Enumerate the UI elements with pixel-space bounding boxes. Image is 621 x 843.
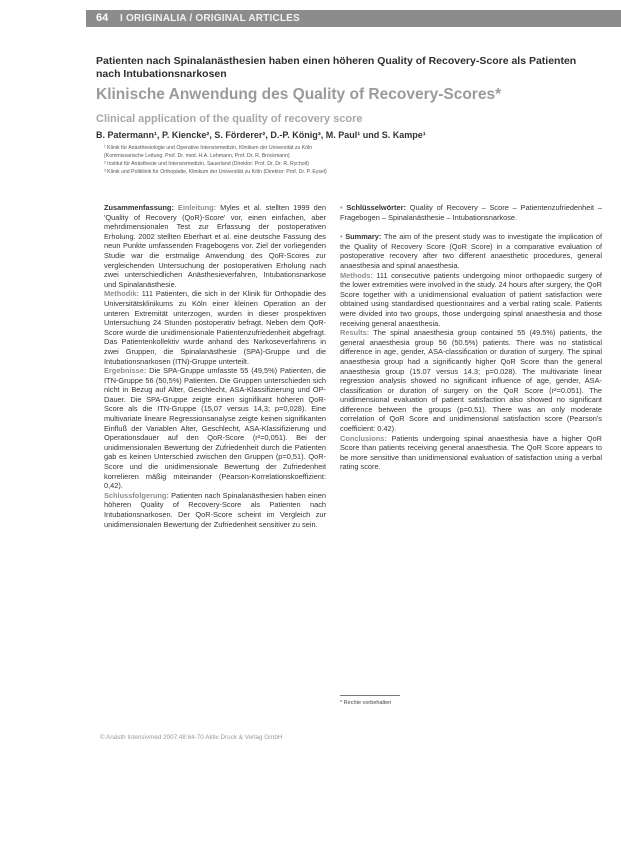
zusammenfassung-label: Zusammenfassung:	[104, 203, 174, 212]
schlussfolgerung-text: Patienten nach Spinalanästhesien haben einen höheren Quality of Recovery-Score als Patienten nach Intubationsnarkosen. Der QoR-Score scheint im Vergleich zur unidimensionalen Bewertung der Zufriedenheit sensitiver zu sein.	[104, 490, 326, 529]
methods-label: Methods:	[340, 270, 373, 280]
footnote: * Rechte vorbehalten	[340, 700, 392, 706]
page-footer: © Anästh Intensivmed 2007;48:64-70 Aktiv Druck & Verlag GmbH	[100, 734, 283, 741]
einleitung-paragraph	[104, 203, 326, 289]
german-abstract-column	[104, 203, 326, 529]
bullet-icon: •	[340, 232, 343, 242]
section-header-bar	[86, 10, 621, 27]
einleitung-text: Myles et al. stellten 1999 den 'Quality of Recovery (QoR)-Score' vor, einen einfachen, aber mehrdimensionalen Test zur Erfassung der postoperativen Erholung. 2002 stellten Eberhart et al. eine deutsche Fassung des neun Punkte umfassenden Fragebogens vor. Ziel der vorliegenden Studie war die erstmalige Anwendung des QoR-Scores zur vergleichenden Untersuchung der postoperativen Erholung nach zwei unterschiedlichen Anästhesieverfahren, Intubationsnarkose und Spinalanästhesie.	[104, 203, 326, 289]
results-label: Results:	[340, 328, 370, 338]
affiliations	[104, 144, 584, 176]
keywords-paragraph	[340, 203, 602, 222]
section-label: I ORIGINALIA / ORIGINAL ARTICLES	[120, 13, 300, 24]
article-title: Klinische Anwendung des Quality of Recovery-Scores*	[96, 86, 502, 103]
summary-label: Summary:	[345, 232, 382, 242]
page-number: 64	[96, 12, 109, 24]
schlussfolgerung-paragraph	[104, 491, 326, 529]
results-text: The spinal anaesthesia group contained 55 (49.5%) patients, the general anaesthesia group 56 (50.5%) patients. There was no statistical difference in age, gender, ASA-classification or duration of surgery. The spinal anaesthesia group had a significantly higher QoR Score than the general anaesthesia group (15.07 versus 14.3; p=0.028). The multivariate linear regression analysis showed no significant influence of age, gender, ASA-classification or duration of surgery on the QoR Score (r²=0.051). The unidimensional evaluation of patient satisfaction also showed no significant difference between the groups (p=0.51). There was an only moderate correlation of QoR Score and unidimensional satisfaction score (Pearson's coefficient: 0.42).	[340, 328, 602, 434]
affiliation-line: ¹ Klinik für Anästhesiologie und Operative Intensivmedizin, Klinikum der Universität zu Köln	[104, 145, 313, 151]
keywords-text: Quality of Recovery – Score – Patientenzufriedenheit – Fragebogen – Spinalanästhesie – Intubationsnarkose.	[340, 203, 602, 222]
summary-text: The aim of the present study was to investigate the implication of the Quality of Recovery Score (QoR Score) in a comparative evaluation of postoperative recovery after two different anaesthetic procedures, general anaesthesia and spinal anaesthesia.	[340, 232, 602, 270]
conclusions-label: Conclusions:	[340, 433, 387, 443]
methodik-text: 111 Patienten, die sich in der Klinik für Orthopädie des Universitätsklinikums zu Köln einer kleinen Operation an der unteren Extremität unterzogen, wurden in dieser prospektiven Untersuchung 24 Stunden postoperativ befragt. Neben dem QoR-Score wurde die unidimensionale Patientenzufriedenheit abgefragt. Das Patientenkollektiv wurde anhand des Narkoseverfahrens in zwei Gruppen, die Spinalanästhesie (SPA)-Gruppe und die Intubationsnarkosen (ITN)-Gruppe unterteilt.	[104, 289, 326, 366]
english-abstract-column	[340, 203, 602, 472]
bullet-icon: •	[340, 203, 343, 212]
ergebnisse-paragraph	[104, 366, 326, 491]
methods-text: 111 consecutive patients undergoing minor orthopaedic surgery of the lower extremities were involved in the study. 24 hours after surgery, the QoR Score together with a unidimensional evaluation of patient satisfaction were obtained using standardised questionnaires and a verbal rating scale. Patients were divided into two groups, those undergoing spinal anaesthesia and those receiving general anaesthesia.	[340, 270, 602, 328]
ergebnisse-text: Die SPA-Gruppe umfasste 55 (49,5%) Patienten, die ITN-Gruppe 56 (50,5%) Patienten. Die Gruppen unterschieden sich nicht in Bezug auf Alter, Geschlecht, ASA-Klassifizierung und OP-Dauer. Die SPA-Gruppe zeigte einen signifikant höheren QoR-Score als die ITN-Gruppe (15,07 versus 14,3; p=0,028). Eine multivariate lineare Regressionsanalyse zeigte keinen signifikanten Einfluß der Variablen Alter, Geschlecht, ASA-Klassifizierung und Operationsdauer auf den QoR-Score (r²=0,051). Bei der unidimensionalen Bewertung der Zufriedenheit durch die Patienten gab es keinen Unterschied zwischen den Gruppen (p=0,51). QoR-Score und die unidimensionale Bewertung der Zufriedenheit korrelieren mäßig miteinander (Pearson-Korrelationskoeffizient: 0,42).	[104, 366, 326, 491]
methodik-label: Methodik:	[104, 289, 139, 299]
schlussfolgerung-label: Schlussfolgerung:	[104, 490, 169, 500]
affiliation-line: ³ Klinik und Poliklinik für Orthopädie, Klinikum der Universität zu Köln (Direktor: Prof. Dr. P. Eysel)	[104, 169, 327, 175]
methodik-paragraph	[104, 289, 326, 366]
results-paragraph	[340, 328, 602, 434]
article-headline: Patienten nach Spinalanästhesien haben einen höheren Quality of Recovery-Score als Patienten nach Intubationsnarkosen	[96, 55, 577, 80]
einleitung-label: Einleitung:	[177, 203, 217, 212]
author-list: B. Patermann¹, P. Kiencke², S. Förderer², D.-P. König³, M. Paul¹ und S. Kampe¹	[96, 130, 426, 140]
ergebnisse-label: Ergebnisse:	[104, 366, 147, 376]
affiliation-line: (Kommissarische Leitung: Prof. Dr. med. H.A. Lehmann, Prof. Dr. R. Brockmann)	[104, 153, 290, 159]
article-subtitle: Clinical application of the quality of recovery score	[96, 113, 363, 125]
keywords-label: Schlüsselwörter:	[346, 203, 406, 212]
summary-paragraph	[340, 232, 602, 270]
methods-paragraph	[340, 271, 602, 329]
conclusions-paragraph	[340, 434, 602, 472]
footnote-divider	[340, 695, 400, 696]
affiliation-line: ² Institut für Anästhesie und Intensivmedizin, Sauerland (Direktor: Prof. Dr. Dr. R. Rycholt)	[104, 161, 309, 167]
conclusions-text: Patients undergoing spinal anaesthesia have a higher QoR Score than patients receiving general anaesthesia. The QoR Score appears to be more sensitive than unidimensional evaluation of satisfaction using a verbal rating score.	[340, 433, 602, 472]
